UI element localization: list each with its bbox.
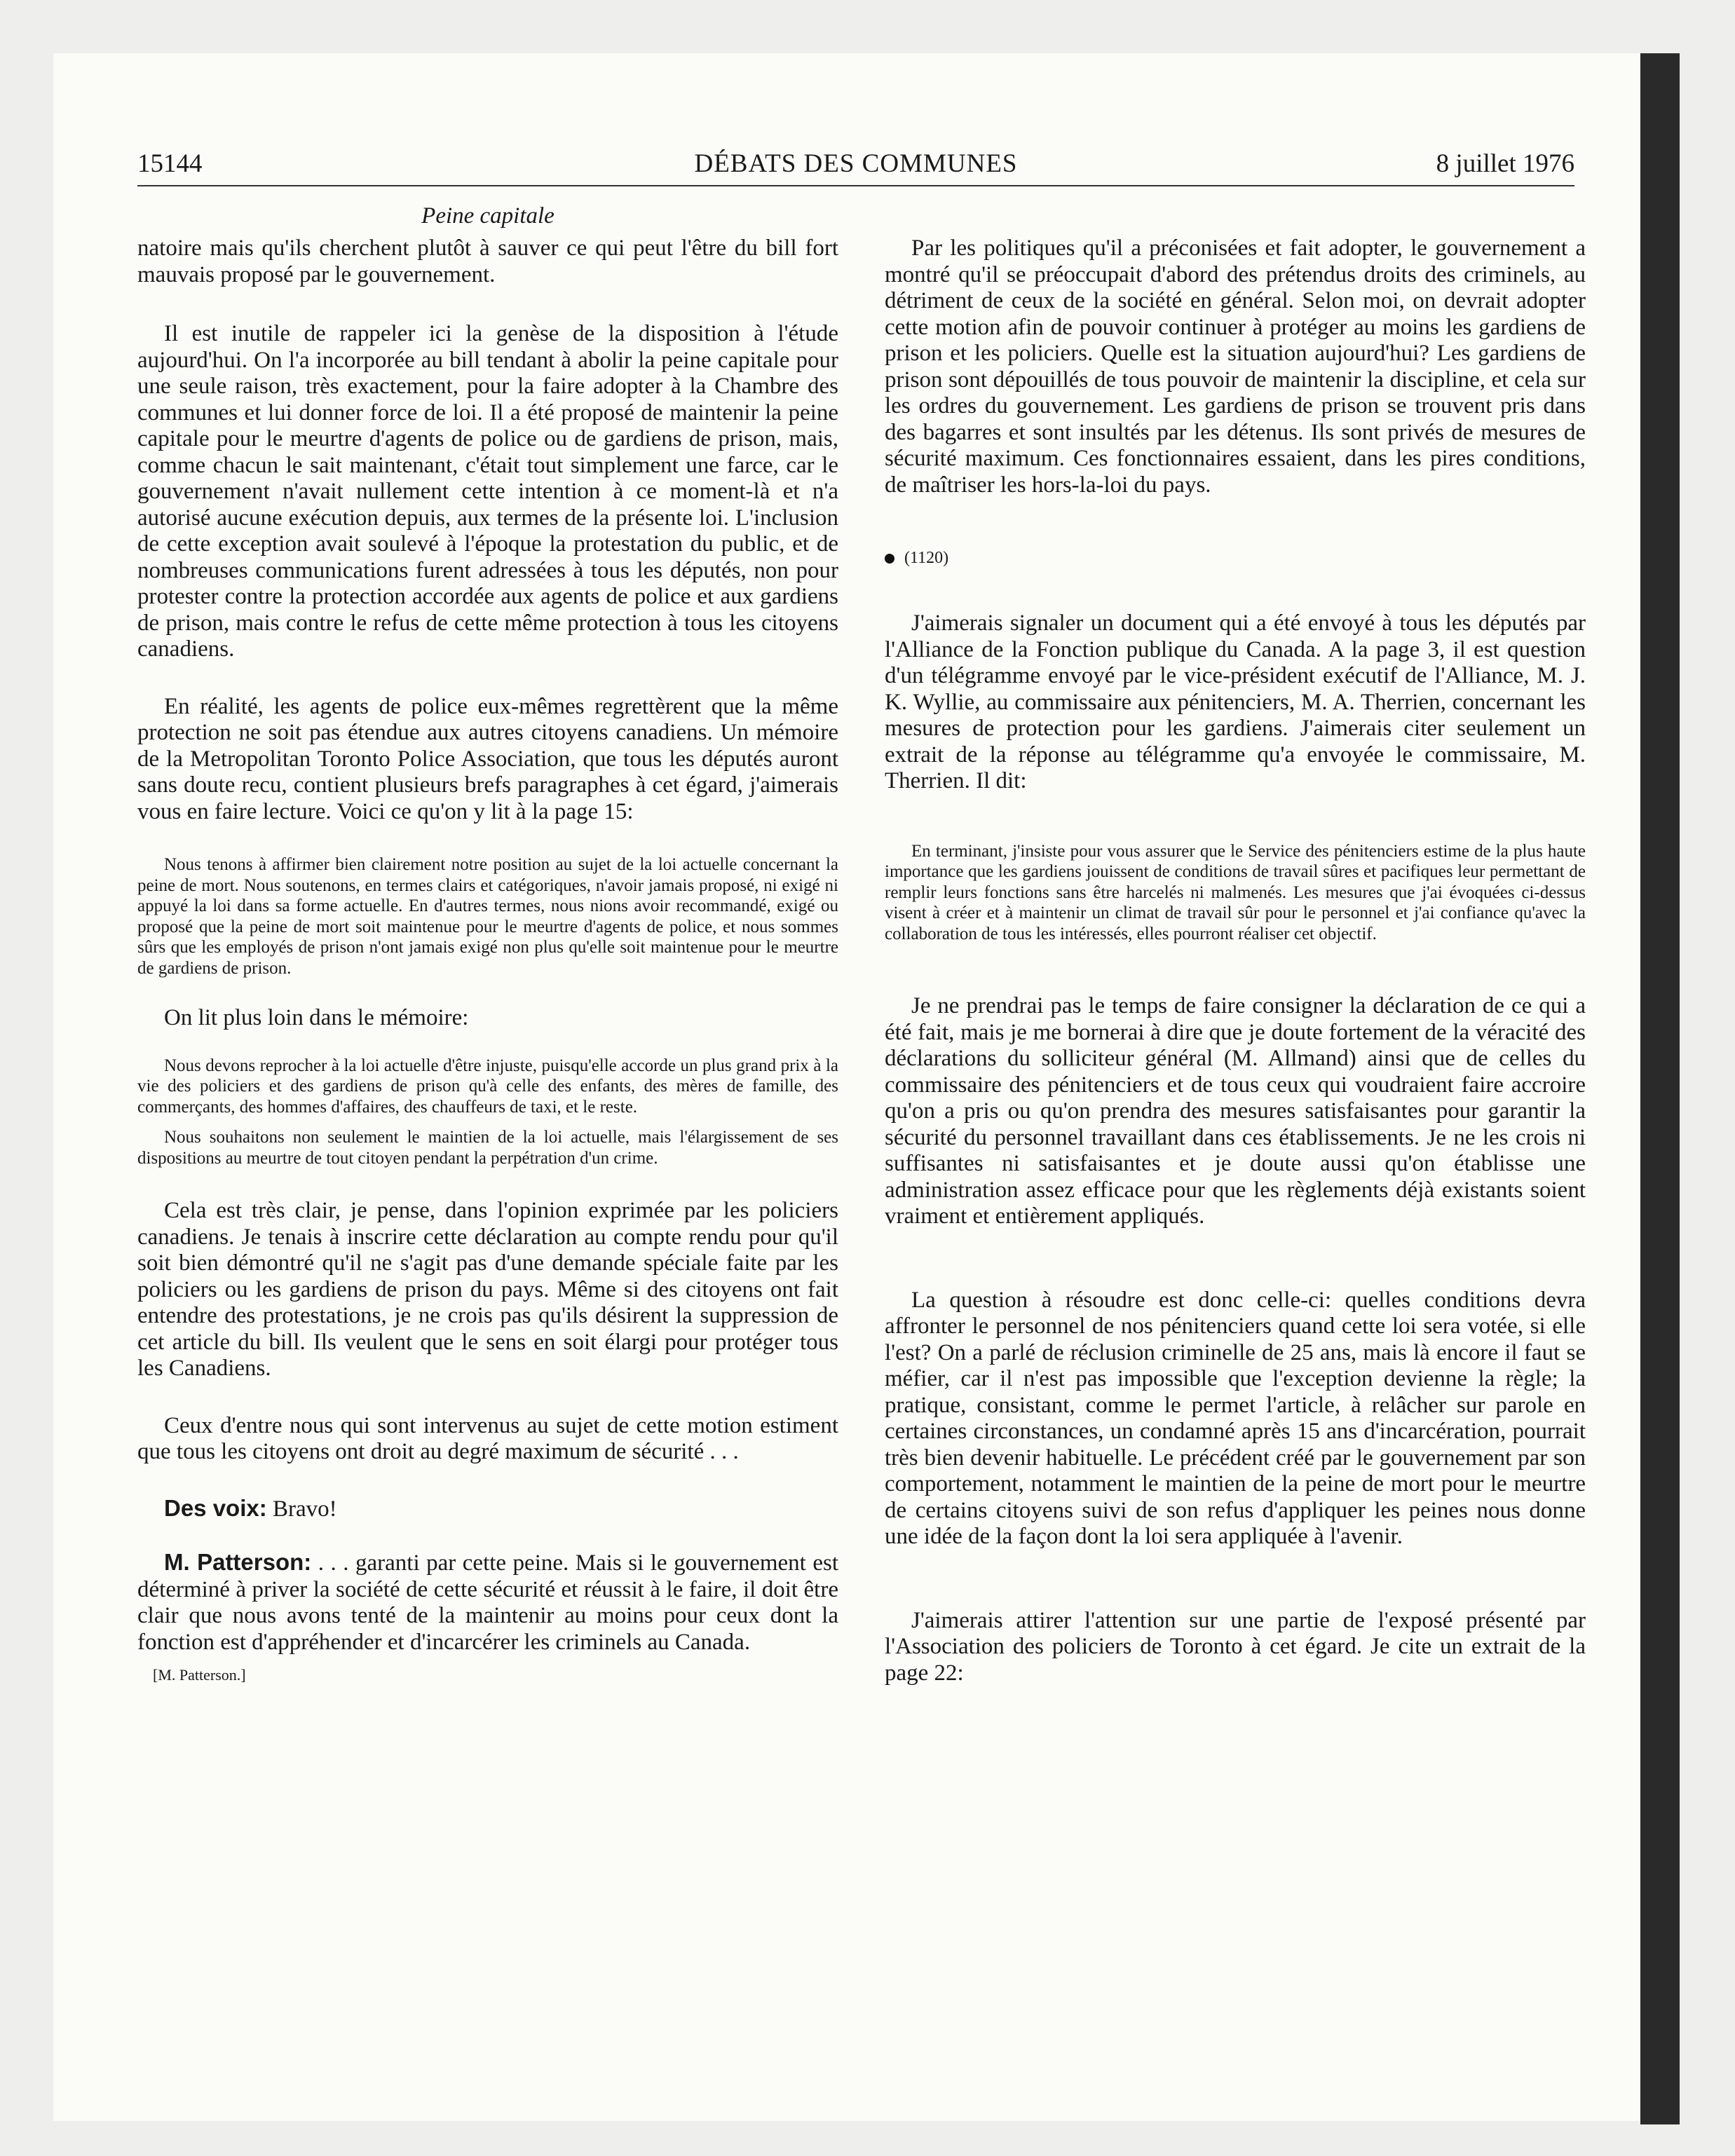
binding-edge: [1640, 53, 1680, 2124]
speaker-attribution: [M. Patterson.]: [153, 1666, 246, 1684]
publication-title: DÉBATS DES COMMUNES: [694, 149, 1018, 178]
right-column: [885, 236, 1586, 1686]
bullet-icon: [885, 554, 894, 564]
paragraph: La question à résoudre est donc celle-ci: quelles conditions devra affronter le personnel de nos pénitenciers quand cette loi sera votée, si elle l'est? On a parlé de réclusion criminelle de 25 ans, mais là encore il faut se méfier, car il n'est pas impossible que l'exception devienne la règle; la pratique, consistant, comme le permet l'article, à relâcher sur parole en certaines circonstances, un condamné après 15 ans d'incarcération, pourrait très bien devenir habituelle. Le précédent créé par le gouvernement par son comportement, notamment le maintien de la peine de mort pour le meurtre de certains citoyens suivi de son refus d'appliquer les peines nous donne une idée de la façon dont la loi sera appliquée à l'avenir.: [885, 1287, 1586, 1549]
time-stamp: (1120): [904, 549, 949, 567]
header-rule: [137, 185, 1574, 186]
left-column: [137, 236, 838, 1685]
paragraph: Cela est très clair, je pense, dans l'opinion exprimée par les policiers canadiens. Je tenais à inscrire cette déclaration au compte rendu pour qu'il soit bien démontré qu'il ne s'agit pas d'une demande spéciale faite par les policiers ou les gardiens de prison du pays. Même si des citoyens ont fait entendre des protestations, je ne crois pas qu'ils désirent la suppression de cet article du bill. Ils veulent que le sens en soit élargi pour protéger tous les Canadiens.: [137, 1198, 838, 1381]
block-quote: Nous devons reprocher à la loi actuelle d'être injuste, puisqu'elle accorde un plus grand prix à la vie des policiers et des gardiens de prison qu'à celle des enfants, des mères de famille, des commerçants, des hommes d'affaires, des chauffeurs de taxi, et le reste.: [137, 1056, 838, 1117]
page-header: [137, 149, 1574, 186]
paragraph: Je ne prendrai pas le temps de faire consigner la déclaration de ce qui a été fait, mais je me bornerai à dire que je doute fortement de la véracité des déclarations du solliciteur général (M. Allmand) ainsi que de celles du commissaire des pénitenciers et de tous ceux qui voudraient faire accroire qu'on a pris ou qu'on prendra des mesures satisfaisantes pour garantir la sécurité du personnel travaillant dans ces établissements. Je ne les crois ni suffisantes ni satisfaisantes et je doute aussi qu'on établisse une administration assez efficace pour que les règlements déjà existants soient vraiment et entièrement appliqués.: [885, 993, 1586, 1229]
speaker-name: Des voix:: [164, 1494, 267, 1521]
scan-margin: [1680, 53, 1735, 2124]
block-quote: En terminant, j'insiste pour vous assurer que le Service des pénitenciers estime de la plus haute importance que les gardiens jouissent de conditions de travail sûres et pacifiques leur permettant de remplir leurs fonctions sans être harcelés ni malmenés. Les mesures que j'ai évoquées ci-dessus visent à créer et à maintenir un climat de travail sûr pour le personnel et j'ai confiance qu'avec la collaboration de tous les intéressés, elles pourront réaliser cet objectif.: [885, 841, 1586, 943]
paragraph: J'aimerais signaler un document qui a été envoyé à tous les députés par l'Alliance de la Fonction publique du Canada. A la page 3, il est question d'un télégramme envoyé par le vice-président exécutif de l'Alliance, M. J. K. Wyllie, au commissaire aux pénitenciers, M. A. Therrien, concernant les mesures de protection pour les gardiens. J'aimerais citer seulement un extrait de la réponse au télégramme qu'a envoyée le commissaire, M. Therrien. Il dit:: [885, 610, 1586, 793]
paragraph: Par les politiques qu'il a préconisées et fait adopter, le gouvernement a montré qu'il se préoccupait d'abord des prétendus droits des criminels, au détriment de ceux de la société en général. Selon moi, on devrait adopter cette motion afin de pouvoir continuer à protéger au moins les gardiens de prison et les policiers. Quelle est la situation aujourd'hui? Les gardiens de prison sont dépouillés de tous pouvoir de maintenir la discipline, et cela sur les ordres du gouvernement. Les gardiens de prison se trouvent pris dans des bagarres et sont insultés par les détenus. Ils sont privés de mesures de sécurité maximum. Ces fonctionnaires essaient, dans les pires conditions, de maîtriser les hors-la-loi du pays.: [885, 236, 1586, 498]
time-marker: [885, 547, 1586, 568]
paragraph: Il est inutile de rappeler ici la genèse de la disposition à l'étude aujourd'hui. On l'a incorporée au bill tendant à abolir la peine capitale pour une seule raison, très exactement, pour la faire adopter à la Chambre des communes et lui donner force de loi. Il a été proposé de maintenir la peine capitale pour le meurtre d'agents de police ou de gardiens de prison, mais, comme chacun le sait maintenant, c'était tout simplement une farce, car le gouvernement n'avait nullement cette intention à ce moment-là et n'a autorisé aucune exécution depuis, aux termes de la présente loi. L'inclusion de cette exception avait soulevé à l'époque la protestation du public, et de nombreuses communications furent adressées à tous les députés, non pour protester contre la protection accordée aux agents de police et aux gardiens de prison, mais contre le refus de cette même protection à tous les citoyens canadiens.: [137, 321, 838, 662]
subject-heading: Peine capitale: [421, 203, 554, 228]
paragraph: En réalité, les agents de police eux-mêmes regrettèrent que la même protection ne soit pas étendue aux autres citoyens canadiens. Un mémoire de la Metropolitan Toronto Police Association, que tous les députés auront sans doute recu, contient plusieurs brefs paragraphes à cet égard, j'aimerais vous en faire lecture. Voici ce qu'on y lit à la page 15:: [137, 693, 838, 824]
speech-paragraph: [137, 1549, 838, 1656]
page-number: 15144: [137, 149, 203, 178]
speaker-name: M. Patterson:: [164, 1549, 312, 1575]
interjection: [137, 1495, 838, 1523]
paragraph: On lit plus loin dans le mémoire:: [164, 1005, 469, 1030]
block-quote: Nous souhaitons non seulement le maintien de la loi actuelle, mais l'élargissement de ses dispositions au meurtre de tout citoyen pendant la perpétration d'un crime.: [137, 1128, 838, 1168]
publication-date: 8 juillet 1976: [1436, 149, 1574, 178]
interjection-text: Bravo!: [266, 1496, 337, 1522]
block-quote: Nous tenons à affirmer bien clairement notre position au sujet de la loi actuelle concernant la peine de mort. Nous soutenons, en termes clairs et catégoriques, n'avoir jamais proposé, ni exigé ni appuyé la loi dans sa forme actuelle. En d'autres termes, nous nions avoir recommandé, exigé ou proposé que la peine de mort soit maintenue pour le meurtre d'agents de police, et nous sommes sûrs que les employés de prison n'ont jamais exigé non plus qu'elle soit maintenue pour le meurtre de gardiens de prison.: [137, 855, 838, 978]
paragraph: J'aimerais attirer l'attention sur une partie de l'exposé présenté par l'Association des policiers de Toronto à cet égard. Je cite un extrait de la page 22:: [885, 1607, 1586, 1686]
paragraph: Ceux d'entre nous qui sont intervenus au sujet de cette motion estiment que tous les citoyens ont droit au degré maximum de sécurité . . .: [137, 1412, 838, 1464]
speech-text: . . . garanti par cette peine. Mais si le gouvernement est déterminé à priver la société de cette sécurité et réussit à le faire, il doit être clair que nous avons tenté de la maintenir au moins pour ceux dont la fonction est d'appréhender et d'incarcérer les criminels au Canada.: [137, 1550, 838, 1655]
paragraph: natoire mais qu'ils cherchent plutôt à sauver ce qui peut l'être du bill fort mauvais proposé par le gouvernement.: [137, 236, 838, 287]
